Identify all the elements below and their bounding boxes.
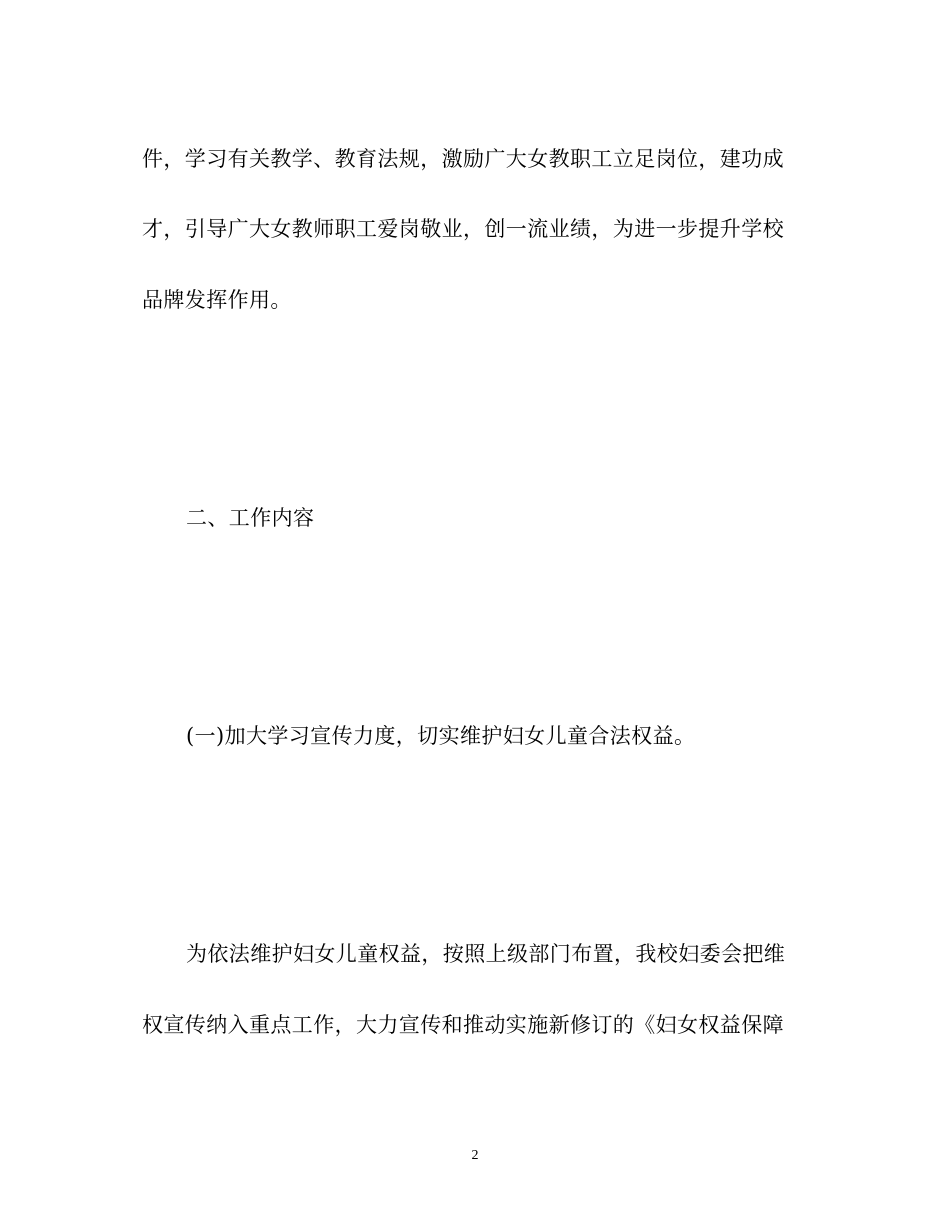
paragraph-line: 件，学习有关教学、教育法规，激励广大女教职工立足岗位，建功成 (142, 147, 784, 171)
subsection-heading: (一)加大学习宣传力度，切实维护妇女儿童合法权益。 (186, 724, 696, 748)
page-number: 2 (471, 1148, 479, 1163)
paragraph-line: 品牌发挥作用。 (142, 288, 292, 312)
paragraph-line: 权宣传纳入重点工作，大力宣传和推动实施新修订的《妇女权益保障 (142, 1013, 784, 1037)
paragraph-line: 才，引导广大女教师职工爱岗敬业，创一流业绩，为进一步提升学校 (142, 217, 784, 241)
paragraph-line: 为依法维护妇女儿童权益，按照上级部门布置，我校妇委会把维 (186, 942, 786, 966)
section-heading: 二、工作内容 (186, 506, 315, 530)
